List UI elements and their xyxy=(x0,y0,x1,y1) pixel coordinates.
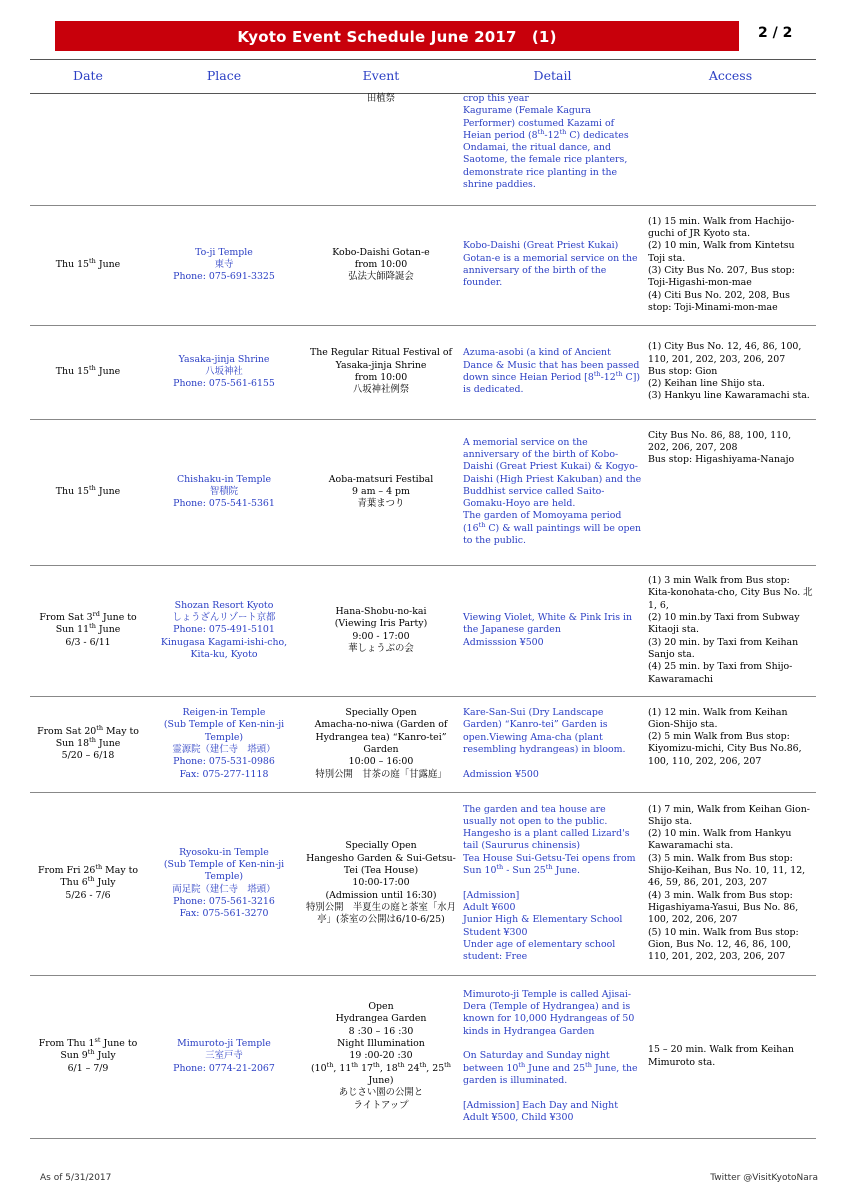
detail-cell: A memorial service on the anniversary of the birth of Kobo-Daishi (Great Priest Kukai) & Kogyo-Daishi (High Priest Kakuban) and the Buddhist service called Saito-Gomaku-Hoyo are held. The garden of Momoyama period (16th C) & wall paintings will be open to the public. xyxy=(460,419,645,565)
column-header-place: Place xyxy=(206,68,242,83)
date-cell: From Fri 26th May to Thu 6th July 5/26 - 7/6 xyxy=(30,792,146,975)
date-cell: From Thu 1st June to Sun 9th July 6/1 – 7/9 xyxy=(30,975,146,1138)
column-header-detail: Detail xyxy=(533,68,572,83)
column-header-event: Event xyxy=(362,68,400,83)
place-cell xyxy=(146,93,302,205)
place-cell: Yasaka-jinja Shrine 八坂神社 Phone: 075-561-6155 xyxy=(146,325,302,419)
event-cell: Aoba-matsuri Festibal 9 am – 4 pm 青葉まつり xyxy=(302,419,460,565)
page-title: Kyoto Event Schedule June 2017 (1) xyxy=(55,21,739,51)
detail-cell: Kare-San-Sui (Dry Landscape Garden) “Kanro-tei” Garden is open.Viewing Ama-cha (plant resembling hydrangeas) in bloom. Admission ¥500 xyxy=(460,696,645,792)
date-cell: Thu 15th June xyxy=(30,205,146,325)
place-cell: To-ji Temple 東寺 Phone: 075-691-3325 xyxy=(146,205,302,325)
access-cell: (1) 7 min, Walk from Keihan Gion-Shijo sta. (2) 10 min. Walk from Hankyu Kawaramachi sta. (3) 5 min. Walk from Bus stop: Shijo-Keihan, Bus No. 10, 11, 12, 46, 59, 86, 201, 203, 207 (4) 3 min. Walk from Bus stop: Higashiyama-Yasui, Bus No. 86, 100, 202, 206, 207 (5) 10 min. Walk from Bus stop: Gion, Bus No. 12, 46, 86, 100, 110, 201, 202, 203, 206, 207 xyxy=(645,792,816,975)
detail-cell: The garden and tea house are usually not open to the public. Hangesho is a plant called Lizard's tail (Saururus chinensis) Tea House Sui-Getsu-Tei opens from Sun 10th - Sun 25th June. [Admission] Adult ¥600 Junior High & Elementary School Student ¥300 Under age of elementary school student: Free xyxy=(460,792,645,975)
column-header-date: Date xyxy=(73,68,103,83)
event-cell: Kobo-Daishi Gotan-e from 10:00 弘法大師降誕会 xyxy=(302,205,460,325)
date-cell xyxy=(30,93,146,205)
access-cell: (1) 3 min Walk from Bus stop: Kita-konohata-cho, City Bus No. 北 1, 6, (2) 10 min.by Taxi from Subway Kitaoji sta. (3) 20 min. by Taxi from Keihan Sanjo sta. (4) 25 min. by Taxi from Shijo-Kawaramachi xyxy=(645,565,816,696)
access-cell: City Bus No. 86, 88, 100, 110, 202, 206, 207, 208 Bus stop: Higashiyama-Nanajo xyxy=(645,419,816,565)
date-cell: From Sat 3rd June to Sun 11th June 6/3 - 6/11 xyxy=(30,565,146,696)
header-top-rule xyxy=(30,59,816,60)
place-cell: Ryosoku-in Temple (Sub Temple of Ken-nin-ji Temple) 両足院（建仁寺 塔頭） Phone: 075-561-3216 Fax: 075-561-3270 xyxy=(146,792,302,975)
detail-cell: crop this year Kagurame (Female Kagura Performer) costumed Kazami of Heian period (8th-12th C) dedicates Ondamai, the ritual dance, and Saotome, the female rice planters, demonstrate rice planting in the shrine paddies. xyxy=(460,93,645,205)
access-cell xyxy=(645,93,816,205)
access-cell: (1) 15 min. Walk from Hachijo-guchi of JR Kyoto sta. (2) 10 min, Walk from Kintetsu Toji sta. (3) City Bus No. 207, Bus stop: Toji-Higashi-mon-mae (4) Citi Bus No. 202, 208, Bus stop: Toji-Minami-mon-mae xyxy=(645,205,816,325)
table-row xyxy=(30,205,816,325)
table-row xyxy=(30,325,816,419)
schedule-table xyxy=(30,93,816,1139)
event-cell: Specially Open Hangesho Garden & Sui-Getsu-Tei (Tea House) 10:00-17:00 (Admission until 16:30) 特別公開 半夏生の庭と茶室「水月亭」(茶室の公開は6/10-6/25) xyxy=(302,792,460,975)
table-row xyxy=(30,419,816,565)
date-cell: Thu 15th June xyxy=(30,419,146,565)
event-cell: Hana-Shobu-no-kai (Viewing Iris Party) 9:00 - 17:00 華しょうぶの会 xyxy=(302,565,460,696)
twitter-handle: Twitter @VisitKyotoNara xyxy=(710,1173,818,1183)
column-header-access: Access xyxy=(708,68,753,83)
table-row xyxy=(30,792,816,975)
place-cell: Shozan Resort Kyoto しょうざんリゾート京都 Phone: 075-491-5101 Kinugasa Kagami-ishi-cho, Kita-ku, Kyoto xyxy=(146,565,302,696)
access-cell: (1) 12 min. Walk from Keihan Gion-Shijo sta. (2) 5 min Walk from Bus stop: Kiyomizu-michi, City Bus No.86, 100, 110, 202, 206, 207 xyxy=(645,696,816,792)
table-row xyxy=(30,565,816,696)
detail-cell: Mimuroto-ji Temple is called Ajisai-Dera (Temple of Hydrangea) and is known for 10,000 Hydrangeas of 50 kinds in Hydrangea Garden On Saturday and Sunday night between 10th June and 25th June, the garden is illuminated. [Admission] Each Day and Night Adult ¥500, Child ¥300 xyxy=(460,975,645,1138)
page-number: 2 / 2 xyxy=(758,25,793,41)
date-cell: From Sat 20th May to Sun 18th June 5/20 – 6/18 xyxy=(30,696,146,792)
detail-cell: Azuma-asobi (a kind of Ancient Dance & Music that has been passed down since Heian Period [8th-12th C]) is dedicated. xyxy=(460,325,645,419)
place-cell: Chishaku-in Temple 智積院 Phone: 075-541-5361 xyxy=(146,419,302,565)
place-cell: Mimuroto-ji Temple 三室戸寺 Phone: 0774-21-2067 xyxy=(146,975,302,1138)
as-of-date: As of 5/31/2017 xyxy=(40,1173,112,1183)
event-cell: The Regular Ritual Festival of Yasaka-jinja Shrine from 10:00 八坂神社例祭 xyxy=(302,325,460,419)
event-cell: Specially Open Amacha-no-niwa (Garden of Hydrangea tea) “Kanro-tei” Garden 10:00 – 16:00 特別公開 甘茶の庭「甘露庭」 xyxy=(302,696,460,792)
table-row xyxy=(30,975,816,1138)
access-cell: (1) City Bus No. 12, 46, 86, 100, 110, 201, 202, 203, 206, 207 Bus stop: Gion (2) Keihan line Shijo sta. (3) Hankyu line Kawaramachi sta. xyxy=(645,325,816,419)
access-cell: 15 – 20 min. Walk from Keihan Mimuroto sta. xyxy=(645,975,816,1138)
table-row xyxy=(30,696,816,792)
detail-cell: Kobo-Daishi (Great Priest Kukai) Gotan-e is a memorial service on the anniversary of the birth of the founder. xyxy=(460,205,645,325)
detail-cell: Viewing Violet, White & Pink Iris in the Japanese garden Admisssion ¥500 xyxy=(460,565,645,696)
place-cell: Reigen-in Temple (Sub Temple of Ken-nin-ji Temple) 霊源院（建仁寺 塔頭） Phone: 075-531-0986 Fax: 075-277-1118 xyxy=(146,696,302,792)
event-cell: 田植祭 xyxy=(302,93,460,205)
date-cell: Thu 15th June xyxy=(30,325,146,419)
event-cell: Open Hydrangea Garden 8 :30 – 16 :30 Night Illumination 19 :00-20 :30 (10th, 11th 17th, 18th 24th, 25th June) あじさい園の公開と ライトアップ xyxy=(302,975,460,1138)
table-row xyxy=(30,93,816,205)
